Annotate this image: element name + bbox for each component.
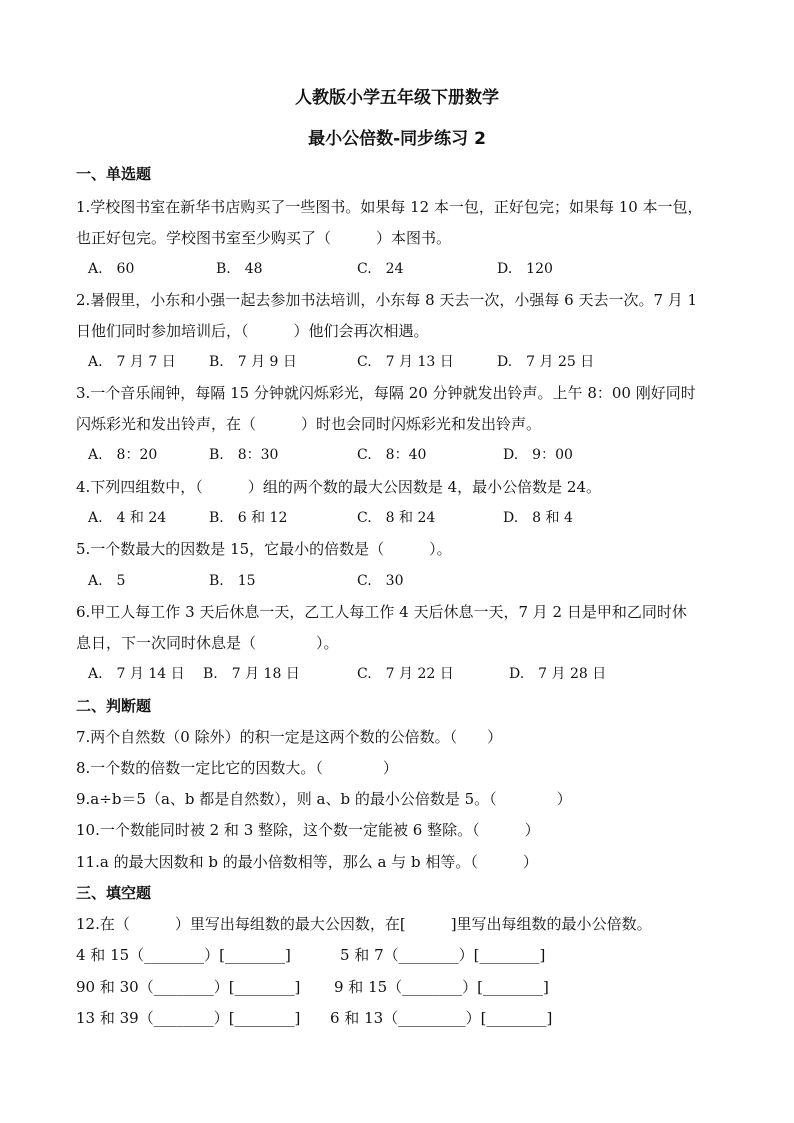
section-heading-single-choice: 一、单选题	[76, 165, 152, 183]
question-6-option-b: B. 7 月 18 日	[203, 666, 300, 682]
question-12-row-1-right: 5 和 7（________）[________]	[340, 946, 546, 964]
question-12-row-2-right: 9 和 15（________）[________]	[334, 978, 549, 996]
question-2-line-2: 日他们同时参加培训后，（ ）他们会再次相遇。	[76, 322, 429, 340]
question-1-option-c: C. 24	[357, 261, 404, 277]
question-3-option-b: B. 8：30	[209, 447, 279, 463]
question-3-option-c: C. 8：40	[357, 447, 427, 463]
section-heading-fill-blank: 三、填空题	[76, 884, 152, 902]
question-4-option-c: C. 8 和 24	[357, 510, 436, 526]
question-3-line-1: 3.一个音乐闹钟，每隔 15 分钟就闪烁彩光，每隔 20 分钟就发出铃声。上午 8：00 刚好同时	[76, 384, 696, 402]
question-6-line-1: 6.甲工人每工作 3 天后休息一天，乙工人每工作 4 天后休息一天，7 月 2 日是甲和乙同时休	[76, 603, 687, 621]
question-2-option-c: C. 7 月 13 日	[357, 354, 454, 370]
question-6-option-a: A. 7 月 14 日	[88, 666, 185, 682]
doc-subtitle: 最小公倍数-同步练习 2	[308, 129, 486, 149]
question-10: 10.一个数能同时被 2 和 3 整除，这个数一定能被 6 整除。（ ）	[76, 821, 540, 839]
question-1-option-d: D. 120	[497, 261, 553, 277]
question-1-line-2: 也正好包完。学校图书室至少购买了（ ）本图书。	[76, 229, 452, 247]
question-3-option-d: D. 9：00	[503, 447, 573, 463]
question-6-line-2: 息日，下一次同时休息是（ ）。	[76, 634, 339, 652]
question-5-option-a: A. 5	[88, 573, 126, 589]
question-12-row-1-left: 4 和 15（________）[________]	[76, 946, 291, 964]
question-1-line-1: 1.学校图书室在新华书店购买了一些图书。如果每 12 本一包，正好包完；如果每 10 本一包，	[76, 198, 703, 216]
question-3-option-a: A. 8：20	[88, 447, 158, 463]
question-2-option-a: A. 7 月 7 日	[88, 354, 176, 370]
question-12-row-2-left: 90 和 30（________）[________]	[76, 978, 301, 996]
question-7: 7.两个自然数（0 除外）的积一定是这两个数的公倍数。（ ）	[76, 728, 503, 746]
question-2-option-b: B. 7 月 9 日	[209, 354, 297, 370]
question-1-option-a: A. 60	[88, 261, 135, 277]
question-5-option-c: C. 30	[357, 573, 404, 589]
question-4-option-b: B. 6 和 12	[209, 510, 288, 526]
question-9: 9.a÷b＝5（a、b 都是自然数），则 a、b 的最小公倍数是 5。（ ）	[76, 790, 572, 808]
question-11: 11.a 的最大因数和 b 的最小倍数相等，那么 a 与 b 相等。（ ）	[76, 853, 538, 871]
question-12-row-3-right: 6 和 13（_________）[________]	[330, 1009, 553, 1027]
question-12-row-3-left: 13 和 39（________）[________]	[76, 1009, 301, 1027]
question-5-line-1: 5.一个数最大的因数是 15，它最小的倍数是（ ）。	[76, 540, 452, 558]
question-12-line-1: 12.在（ ）里写出每组数的最大公因数，在[ ]里写出每组数的最小公倍数。	[76, 915, 652, 933]
doc-title: 人教版小学五年级下册数学	[295, 88, 499, 108]
question-8: 8.一个数的倍数一定比它的因数大。（ ）	[76, 759, 398, 777]
question-5-option-b: B. 15	[209, 573, 256, 589]
question-4-option-d: D. 8 和 4	[503, 510, 573, 526]
question-4-line-1: 4.下列四组数中，（ ）组的两个数的最大公因数是 4，最小公倍数是 24。	[76, 478, 601, 496]
question-6-option-d: D. 7 月 28 日	[509, 666, 607, 682]
question-1-option-b: B. 48	[216, 261, 263, 277]
question-2-line-1: 2.暑假里，小东和小强一起去参加书法培训，小东每 8 天去一次，小强每 6 天去一次。7 月 1	[76, 291, 698, 309]
question-2-option-d: D. 7 月 25 日	[497, 354, 595, 370]
question-3-line-2: 闪烁彩光和发出铃声，在（ ）时也会同时闪烁彩光和发出铃声。	[76, 415, 542, 433]
question-6-option-c: C. 7 月 22 日	[357, 666, 454, 682]
question-4-option-a: A. 4 和 24	[88, 510, 167, 526]
section-heading-true-false: 二、判断题	[76, 697, 152, 715]
